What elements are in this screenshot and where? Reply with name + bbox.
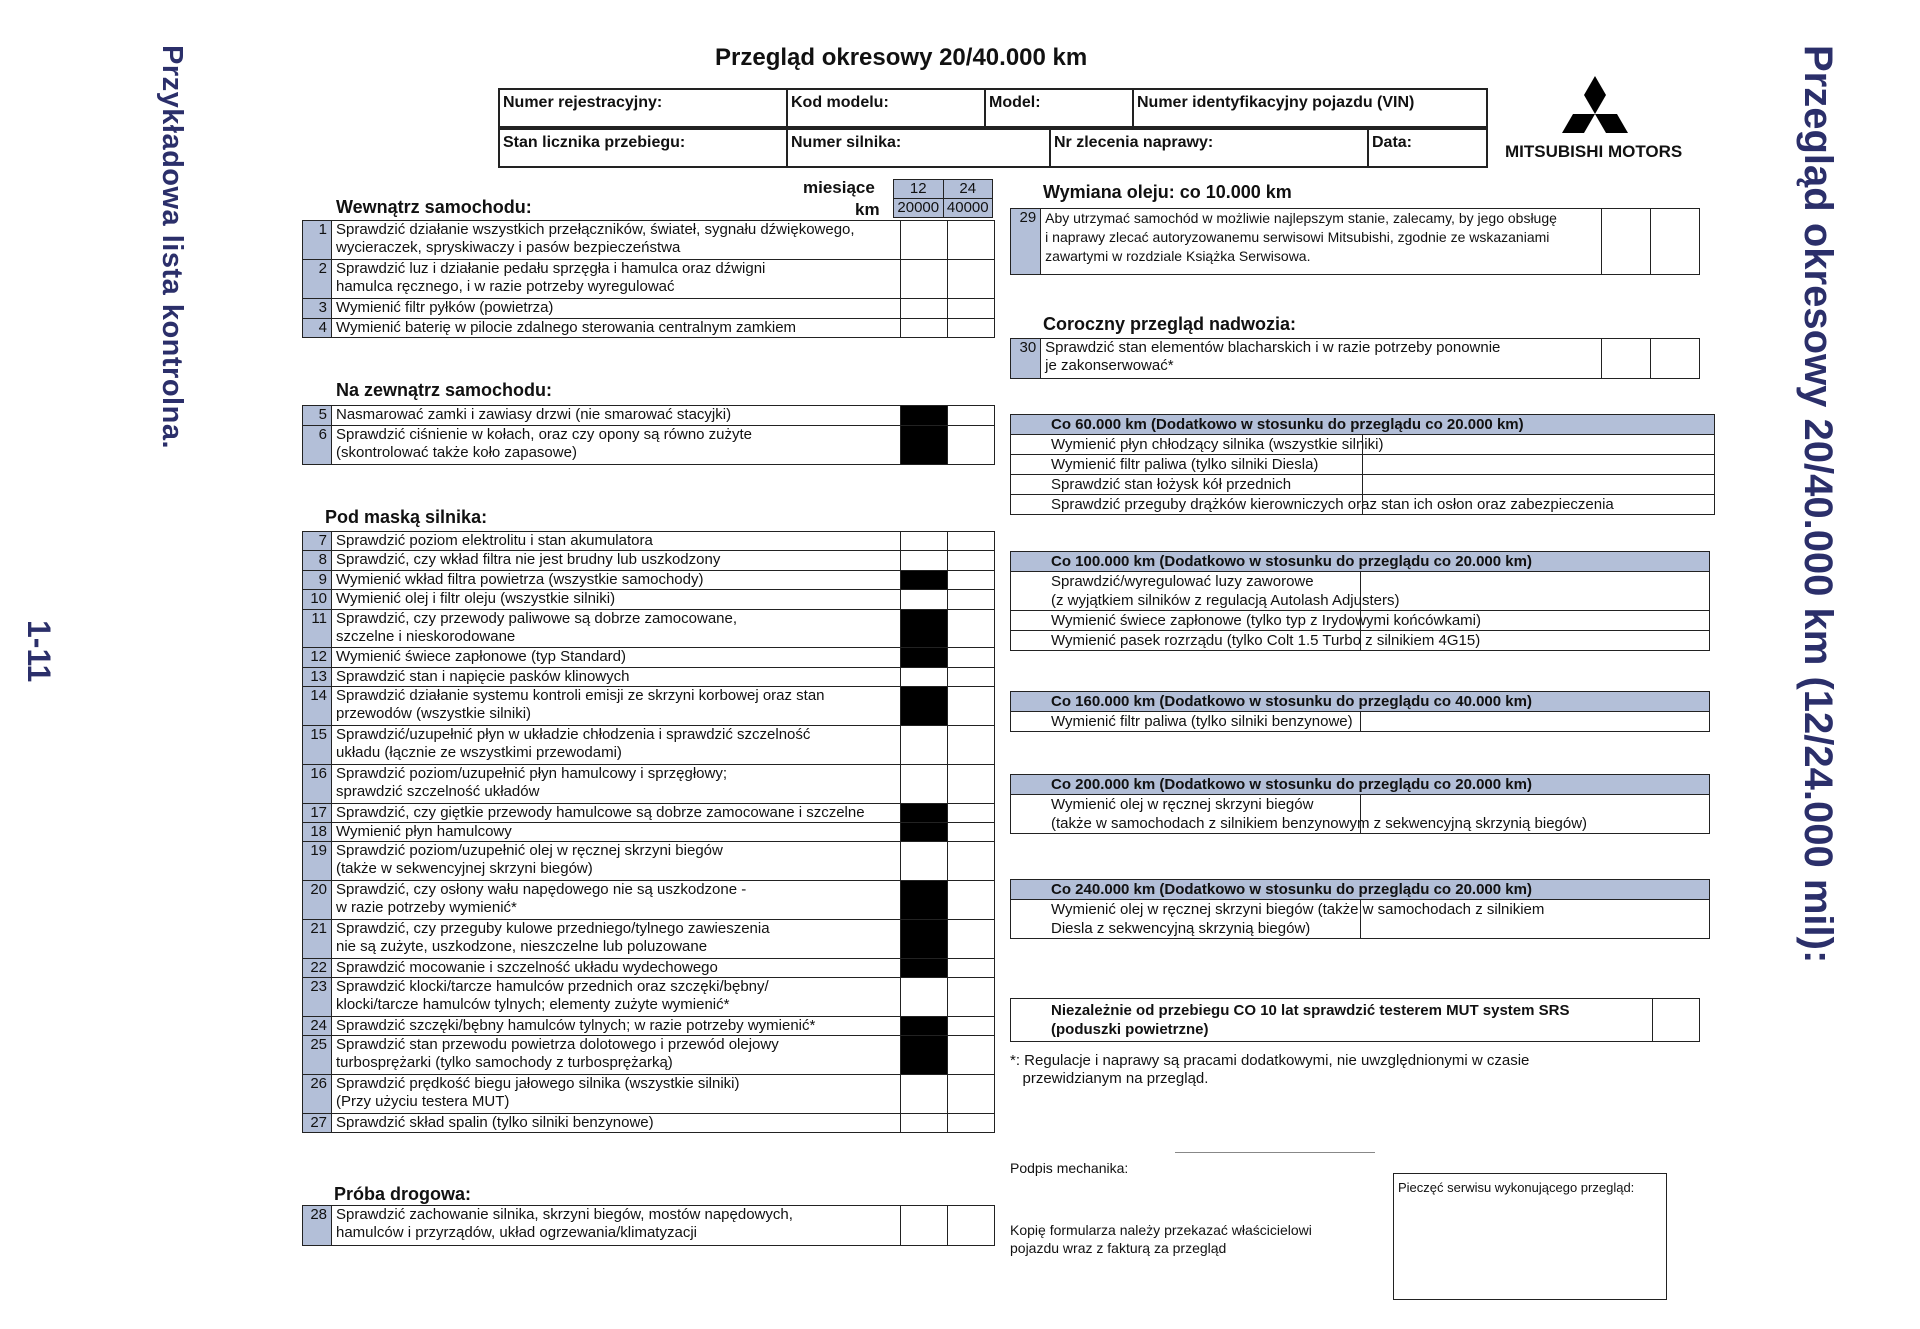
check-40000[interactable] <box>948 648 995 667</box>
item-text: Sprawdzić, czy osłony wału napędowego nie są uszkodzone - w razie potrzeby wymienić* <box>332 881 901 920</box>
stamp-label: Pieczęć serwisu wykonującego przegląd: <box>1398 1180 1635 1195</box>
header-fields <box>498 88 1488 128</box>
interval-block <box>1010 414 1715 515</box>
check-40000[interactable] <box>948 803 995 822</box>
checklist-row <box>303 221 995 260</box>
interval-item-text: Wymienić filtr paliwa (tylko silniki Diesla) <box>1011 455 1363 475</box>
interval-item-text: Wymienić pasek rozrządu (tylko Colt 1.5 Turbo z silnikiem 4G15) <box>1011 631 1361 651</box>
srs-note: Niezależnie od przebiegu CO 10 lat sprawdzić testerem MUT system SRS (poduszki powietrzne) <box>1011 999 1653 1042</box>
item-text: Aby utrzymać samochód w możliwie najlepszym stanie, zalecamy, by jego obsługę i naprawy zlecać autoryzowanemu serwisowi Mitsubishi, zgodnie ze wskazaniami zawartymi w rozdziale Książka Serwisowa. <box>1041 209 1602 275</box>
section-title-inside: Wewnątrz samochodu: <box>336 197 532 217</box>
check-20000 <box>901 881 948 920</box>
signature-line[interactable] <box>1175 1152 1375 1153</box>
checklist-row <box>303 1016 995 1035</box>
item-number: 20 <box>303 881 332 920</box>
checklist-row <box>303 1113 995 1132</box>
checklist-inside <box>302 220 995 338</box>
check-20000[interactable] <box>901 551 948 570</box>
item-number: 24 <box>303 1016 332 1035</box>
interval-block <box>1010 774 1710 834</box>
item-number: 30 <box>1011 339 1041 379</box>
checklist-row <box>303 1206 995 1246</box>
check-20000 <box>901 570 948 589</box>
km-label: km <box>855 200 880 219</box>
check-20000[interactable] <box>901 764 948 803</box>
interval-row <box>1011 795 1710 834</box>
item-text: Sprawdzić mocowanie i szczelność układu wydechowego <box>332 958 901 977</box>
checklist-row <box>303 822 995 841</box>
check-40000[interactable] <box>948 425 995 464</box>
item-number: 26 <box>303 1075 332 1114</box>
checklist-row <box>303 687 995 726</box>
check-40000[interactable] <box>948 1206 995 1246</box>
item-number: 8 <box>303 551 332 570</box>
check-40000[interactable] <box>948 590 995 609</box>
check-20000[interactable] <box>901 1113 948 1132</box>
item-number: 6 <box>303 425 332 464</box>
field-registration[interactable]: Numer rejestracyjny: <box>499 89 787 127</box>
section-title-body: Coroczny przegląd nadwozia: <box>1043 314 1297 334</box>
check-40000[interactable] <box>948 667 995 686</box>
item-text: Wymienić płyn hamulcowy <box>332 822 901 841</box>
checklist-row <box>303 958 995 977</box>
interval-row <box>1011 435 1715 455</box>
checklist-row <box>303 667 995 686</box>
item-number: 25 <box>303 1036 332 1075</box>
checklist-row <box>303 725 995 764</box>
check-40000[interactable] <box>948 725 995 764</box>
checklist-engine <box>302 531 995 1133</box>
checklist-row <box>303 425 995 464</box>
item-text: Sprawdzić luz i działanie pedału sprzęgła i hamulca oraz dźwigni hamulca ręcznego, i w razie potrzeby wyregulować <box>332 260 901 299</box>
item-text: Sprawdzić, czy wkład filtra nie jest brudny lub uszkodzony <box>332 551 901 570</box>
check-40000[interactable] <box>948 764 995 803</box>
check-40000[interactable] <box>948 570 995 589</box>
checklist-row <box>303 406 995 426</box>
item-number: 14 <box>303 687 332 726</box>
item-text: Sprawdzić poziom/uzupełnić płyn hamulcowy i sprzęgłowy; sprawdzić szczelność układów <box>332 764 901 803</box>
check-40000[interactable] <box>948 822 995 841</box>
checklist-row <box>303 919 995 958</box>
check-20000[interactable] <box>901 318 948 338</box>
item-number: 16 <box>303 764 332 803</box>
interval-header <box>893 179 993 218</box>
item-number: 1 <box>303 221 332 260</box>
item-text: Wymienić olej i filtr oleju (wszystkie silniki) <box>332 590 901 609</box>
check-40000[interactable] <box>948 842 995 881</box>
check-20000[interactable] <box>901 1206 948 1246</box>
item-text: Sprawdzić stan elementów blacharskich i w razie potrzeby ponownie je zakonserwować* <box>1041 339 1602 379</box>
srs-check[interactable] <box>1653 999 1700 1042</box>
checklist-row <box>303 842 995 881</box>
km-40000: 40000 <box>943 199 993 218</box>
month-12: 12 <box>894 180 944 199</box>
copy-note: Kopię formularza należy przekazać właścicielowi pojazdu wraz z fakturą za przegląd <box>1010 1222 1312 1256</box>
check-20000[interactable] <box>1602 209 1651 275</box>
item-number: 23 <box>303 978 332 1017</box>
item-text: Sprawdzić, czy przeguby kulowe przedniego/tylnego zawieszenia nie są zużyte, uszkodzone, nieszczelne lub poluzowane <box>332 919 901 958</box>
interval-item-text: Wymienić olej w ręcznej skrzyni biegów (także w samochodach z silnikiem Diesla z sekwencyjną skrzynią biegów) <box>1011 900 1361 939</box>
footnote: *: Regulacje i naprawy są pracami dodatkowymi, nie uwzględnionymi w czasie przewidzianym na przegląd. <box>1010 1052 1530 1087</box>
interval-check[interactable] <box>1363 435 1715 455</box>
checklist-outside <box>302 405 995 465</box>
item-text: Wymienić baterię w pilocie zdalnego sterowania centralnym zamkiem <box>332 318 901 338</box>
interval-row <box>1011 631 1710 651</box>
side-title-left: Przykładowa lista kontrolna. <box>156 45 188 449</box>
item-text: Sprawdzić działanie wszystkich przełączników, świateł, sygnału dźwiękowego, wycieraczek, spryskiwaczy i pasów bezpieczeństwa <box>332 221 901 260</box>
item-number: 18 <box>303 822 332 841</box>
checklist-row <box>303 764 995 803</box>
interval-block <box>1010 551 1710 651</box>
item-text: Sprawdzić działanie systemu kontroli emisji ze skrzyni korbowej oraz stan przewodów (wszystkie silniki) <box>332 687 901 726</box>
item-number: 29 <box>1011 209 1041 275</box>
checklist-road <box>302 1205 995 1246</box>
checklist-row <box>303 978 995 1017</box>
check-40000[interactable] <box>948 881 995 920</box>
interval-block-title: Co 60.000 km (Dodatkowo w stosunku do przeglądu co 20.000 km) <box>1011 415 1715 435</box>
check-40000[interactable] <box>948 609 995 648</box>
item-number: 28 <box>303 1206 332 1246</box>
field-vin[interactable]: Numer identyfikacyjny pojazdu (VIN) <box>1133 89 1487 127</box>
item-text: Sprawdzić szczęki/bębny hamulców tylnych; w razie potrzeby wymienić* <box>332 1016 901 1035</box>
checklist-row <box>303 260 995 299</box>
item-text: Sprawdzić skład spalin (tylko silniki benzynowe) <box>332 1113 901 1132</box>
interval-item-text: Wymienić świece zapłonowe (tylko typ z Irydowymi końcówkami) <box>1011 611 1361 631</box>
check-20000 <box>901 803 948 822</box>
interval-check[interactable] <box>1363 455 1715 475</box>
item-text: Sprawdzić ciśnienie w kołach, oraz czy opony są równo zużyte (skontrolować także koło zapasowe) <box>332 425 901 464</box>
item-text: Wymienić świece zapłonowe (typ Standard) <box>332 648 901 667</box>
month-24: 24 <box>943 180 993 199</box>
checklist-row <box>303 318 995 338</box>
interval-item-text: Wymienić płyn chłodzący silnika (wszystkie silniki) <box>1011 435 1363 455</box>
item-text: Sprawdzić zachowanie silnika, skrzyni biegów, mostów napędowych, hamulców i przyrządów, układ ogrzewania/klimatyzacji <box>332 1206 901 1246</box>
item-number: 3 <box>303 299 332 319</box>
check-20000[interactable] <box>901 667 948 686</box>
check-40000[interactable] <box>948 221 995 260</box>
item-number: 2 <box>303 260 332 299</box>
item-number: 10 <box>303 590 332 609</box>
item-text: Sprawdzić poziom elektrolitu i stan akumulatora <box>332 532 901 551</box>
item-text: Nasmarować zamki i zawiasy drzwi (nie smarować stacyjki) <box>332 406 901 426</box>
interval-item-text: Wymienić filtr paliwa (tylko silniki benzynowe) <box>1011 712 1361 732</box>
interval-item-text: Sprawdzić stan łożysk kół przednich <box>1011 475 1363 495</box>
item-text: Wymienić filtr pyłków (powietrza) <box>332 299 901 319</box>
interval-block-title: Co 240.000 km (Dodatkowo w stosunku do przeglądu co 20.000 km) <box>1011 880 1710 900</box>
interval-row <box>1011 572 1710 611</box>
item-text: Sprawdzić klocki/tarcze hamulców przednich oraz szczęki/bębny/ klocki/tarcze hamulców tylnych; elementy zużyte wymienić* <box>332 978 901 1017</box>
checklist-body <box>1010 338 1700 379</box>
check-20000[interactable] <box>901 725 948 764</box>
item-number: 17 <box>303 803 332 822</box>
checklist-row <box>303 299 995 319</box>
check-40000[interactable] <box>948 1075 995 1114</box>
item-number: 11 <box>303 609 332 648</box>
interval-block-title: Co 100.000 km (Dodatkowo w stosunku do przeglądu co 20.000 km) <box>1011 552 1710 572</box>
interval-check[interactable] <box>1363 475 1715 495</box>
check-20000[interactable] <box>901 299 948 319</box>
check-20000 <box>901 425 948 464</box>
checklist-row <box>303 551 995 570</box>
check-20000[interactable] <box>901 590 948 609</box>
section-title-oil: Wymiana oleju: co 10.000 km <box>1043 182 1292 202</box>
field-odometer[interactable]: Stan licznika przebiegu: <box>499 129 787 167</box>
checklist-row <box>303 648 995 667</box>
checklist-row <box>303 1075 995 1114</box>
header-fields-row2 <box>498 128 1488 168</box>
item-number: 5 <box>303 406 332 426</box>
item-text: Sprawdzić, czy przewody paliwowe są dobrze zamocowane, szczelne i nieskorodowane <box>332 609 901 648</box>
check-20000 <box>901 919 948 958</box>
check-40000[interactable] <box>948 260 995 299</box>
check-20000 <box>901 406 948 426</box>
field-model[interactable]: Model: <box>985 89 1133 127</box>
check-40000[interactable] <box>948 318 995 338</box>
check-40000[interactable] <box>1651 339 1700 379</box>
interval-row <box>1011 611 1710 631</box>
check-20000[interactable] <box>901 221 948 260</box>
item-text: Sprawdzić stan przewodu powietrza dolotowego i przewód olejowy turbosprężarki (tylko samochody z turbosprężarką) <box>332 1036 901 1075</box>
item-number: 27 <box>303 1113 332 1132</box>
checklist-row <box>303 1036 995 1075</box>
checklist-row <box>303 570 995 589</box>
page-number: 1-11 <box>21 620 57 683</box>
interval-block-title: Co 200.000 km (Dodatkowo w stosunku do przeglądu co 20.000 km) <box>1011 775 1710 795</box>
check-40000[interactable] <box>948 1036 995 1075</box>
check-20000 <box>901 1016 948 1035</box>
item-number: 22 <box>303 958 332 977</box>
check-20000[interactable] <box>901 260 948 299</box>
item-number: 13 <box>303 667 332 686</box>
field-repair-order[interactable]: Nr zlecenia naprawy: <box>1050 129 1368 167</box>
check-20000[interactable] <box>901 842 948 881</box>
check-20000 <box>901 958 948 977</box>
item-number: 9 <box>303 570 332 589</box>
check-20000 <box>901 1036 948 1075</box>
side-title-right: Przegląd okresowy 20/40.000 km (12/24.000 mil): <box>1796 45 1840 964</box>
field-engine-number[interactable]: Numer silnika: <box>787 129 1050 167</box>
checklist-row <box>1011 209 1700 275</box>
check-20000[interactable] <box>901 978 948 1017</box>
checklist-row <box>303 532 995 551</box>
section-title-road: Próba drogowa: <box>334 1184 472 1204</box>
check-40000[interactable] <box>948 1016 995 1035</box>
item-text: Sprawdzić stan i napięcie pasków klinowych <box>332 667 901 686</box>
checklist-oil <box>1010 208 1700 275</box>
item-text: Wymienić wkład filtra powietrza (wszystkie samochody) <box>332 570 901 589</box>
check-40000[interactable] <box>948 1113 995 1132</box>
checklist-row <box>303 590 995 609</box>
srs-note-box <box>1010 998 1700 1042</box>
brand-name: MITSUBISHI MOTORS <box>1505 142 1683 161</box>
item-text: Sprawdzić prędkość biegu jałowego silnika (wszystkie silniki) (Przy użyciu testera MUT) <box>332 1075 901 1114</box>
stamp-box[interactable] <box>1393 1173 1667 1300</box>
item-text: Sprawdzić, czy giętkie przewody hamulcowe są dobrze zamocowane i szczelne <box>332 803 901 822</box>
interval-row <box>1011 900 1710 939</box>
interval-check[interactable] <box>1360 572 1710 611</box>
check-20000 <box>901 609 948 648</box>
check-40000[interactable] <box>948 551 995 570</box>
km-20000: 20000 <box>894 199 944 218</box>
checklist-row <box>303 803 995 822</box>
interval-row <box>1011 495 1715 515</box>
field-model-code[interactable]: Kod modelu: <box>787 89 985 127</box>
check-40000[interactable] <box>1651 209 1700 275</box>
page-title: Przegląd okresowy 20/40.000 km <box>715 44 1088 71</box>
section-title-outside: Na zewnątrz samochodu: <box>336 380 553 400</box>
check-40000[interactable] <box>948 919 995 958</box>
interval-item-text: Sprawdzić przeguby drążków kierowniczych oraz stan ich osłon oraz zabezpieczenia <box>1011 495 1363 515</box>
check-40000[interactable] <box>948 687 995 726</box>
interval-block-title: Co 160.000 km (Dodatkowo w stosunku do przeglądu co 40.000 km) <box>1011 692 1710 712</box>
item-text: Sprawdzić poziom/uzupełnić olej w ręcznej skrzyni biegów (także w sekwencyjnej skrzyni biegów) <box>332 842 901 881</box>
signature-label: Podpis mechanika: <box>1010 1160 1129 1176</box>
item-number: 12 <box>303 648 332 667</box>
interval-block <box>1010 691 1710 732</box>
check-40000[interactable] <box>948 978 995 1017</box>
checklist-row <box>303 881 995 920</box>
check-40000[interactable] <box>948 406 995 426</box>
item-number: 21 <box>303 919 332 958</box>
check-40000[interactable] <box>948 958 995 977</box>
check-40000[interactable] <box>948 532 995 551</box>
interval-row <box>1011 712 1710 732</box>
checklist-row <box>303 609 995 648</box>
check-20000 <box>901 822 948 841</box>
section-title-engine: Pod maską silnika: <box>325 507 488 527</box>
interval-item-text: Wymienić olej w ręcznej skrzyni biegów (także w samochodach z silnikiem benzynowym z sekwencyjną skrzynią biegów) <box>1011 795 1361 834</box>
checklist-row <box>1011 339 1700 379</box>
check-20000[interactable] <box>1602 339 1651 379</box>
interval-row <box>1011 455 1715 475</box>
item-number: 7 <box>303 532 332 551</box>
check-20000 <box>901 648 948 667</box>
interval-item-text: Sprawdzić/wyregulować luzy zaworowe (z wyjątkiem silników z regulacją Autolash Adjusters) <box>1011 572 1361 611</box>
interval-block <box>1010 879 1710 939</box>
check-20000 <box>901 687 948 726</box>
item-text: Sprawdzić/uzupełnić płyn w układzie chłodzenia i sprawdzić szczelność układu (łącznie ze wszystkimi przewodami) <box>332 725 901 764</box>
interval-check[interactable] <box>1360 712 1710 732</box>
field-date[interactable]: Data: <box>1368 129 1487 167</box>
item-number: 19 <box>303 842 332 881</box>
item-number: 4 <box>303 318 332 338</box>
check-20000[interactable] <box>901 532 948 551</box>
months-label: miesiące <box>803 178 875 197</box>
three-diamonds-icon <box>1560 76 1630 138</box>
item-number: 15 <box>303 725 332 764</box>
check-20000[interactable] <box>901 1075 948 1114</box>
interval-row <box>1011 475 1715 495</box>
check-40000[interactable] <box>948 299 995 319</box>
